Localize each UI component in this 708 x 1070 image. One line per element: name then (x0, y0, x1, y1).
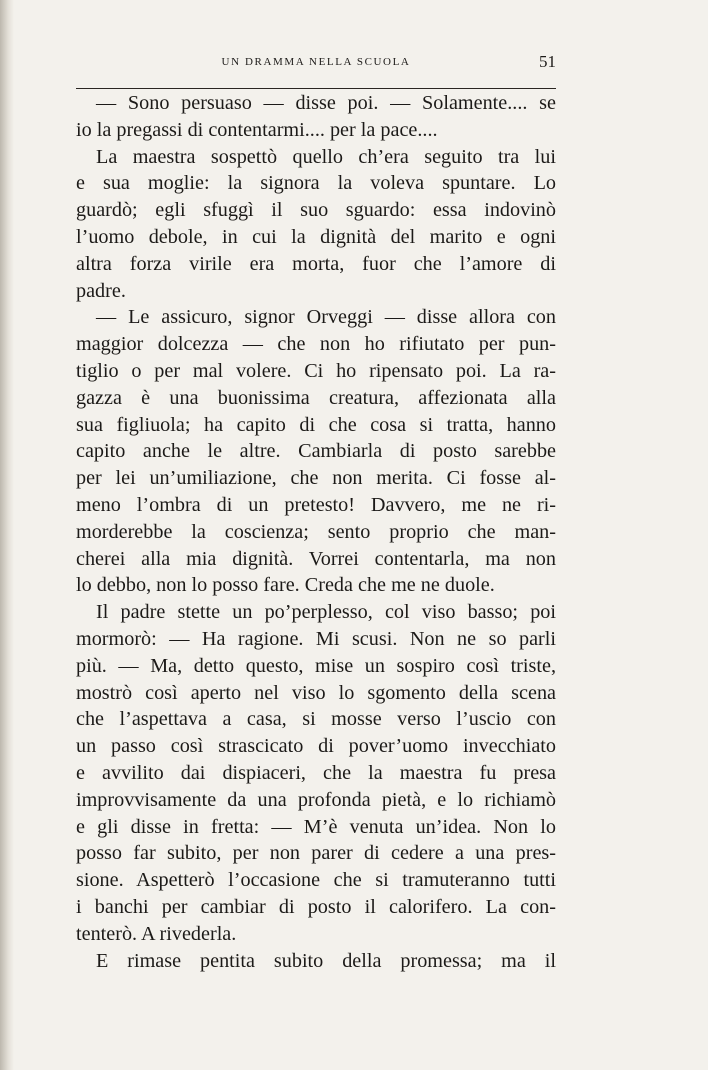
text-line: improvvisamente da una profonda pietà, e lo richiamò (76, 788, 556, 811)
text-line: tenterò. A rivederla. (76, 922, 237, 945)
text-line: l’uomo debole, in cui la dignità del marito e ogni (76, 225, 556, 248)
text-line: per lei un’umiliazione, che non merita. Ci fosse al- (76, 467, 556, 490)
text-line: altra forza virile era morta, fuor che l’amore di (76, 252, 556, 275)
text-line: morderebbe la coscienza; sento proprio che man- (76, 520, 556, 543)
text-line: cherei alla mia dignità. Vorrei contentarla, ma non (76, 547, 556, 570)
page-binding-edge (0, 0, 14, 1070)
text-line: lo debbo, non lo posso fare. Creda che me ne duole. (76, 574, 495, 597)
text-line: sione. Aspetterò l’occasione che si tramuteranno tutti (76, 869, 556, 892)
text-line: sua figliuola; ha capito di che cosa si tratta, hanno (76, 413, 556, 436)
body-text (76, 90, 556, 974)
text-line: E rimase pentita subito della promessa; ma il (96, 949, 556, 972)
running-title: UN DRAMMA NELLA SCUOLA (221, 56, 411, 68)
text-line: La maestra sospettò quello ch’era seguito tra lui (96, 145, 556, 168)
text-line: — Sono persuaso — disse poi. — Solamente.... se (96, 92, 556, 114)
header-rule (76, 88, 556, 89)
text-line: — Le assicuro, signor Orveggi — disse allora con (96, 306, 556, 329)
text-line: mostrò così aperto nel viso lo sgomento della scena (76, 681, 556, 704)
text-line: meno l’ombra di un pretesto! Davvero, me ne ri- (76, 493, 556, 516)
text-line: gazza è una buonissima creatura, affezionata alla (76, 386, 556, 409)
text-line: io la pregassi di contentarmi.... per la pace.... (76, 118, 438, 141)
text-line: guardò; egli sfuggì il suo sguardo: essa indovinò (76, 199, 556, 222)
text-line: un passo così strascicato di pover’uomo invecchiato (76, 735, 556, 758)
text-line: mormorò: — Ha ragione. Mi scusi. Non ne so parli (76, 627, 556, 650)
text-line: più. — Ma, detto questo, mise un sospiro così triste, (76, 654, 556, 677)
text-line: e sua moglie: la signora la voleva spuntare. Lo (76, 172, 556, 195)
text-line: i banchi per cambiar di posto il calorifero. La con- (76, 895, 556, 918)
page-header (76, 52, 556, 72)
text-line: capito anche le altre. Cambiarla di posto sarebbe (76, 440, 556, 463)
text-line: padre. (76, 279, 126, 302)
page-number: 51 (539, 52, 556, 71)
text-line: e avvilito dai dispiaceri, che la maestra fu presa (76, 761, 556, 784)
text-line: tiglio o per mal volere. Ci ho ripensato poi. La ra- (76, 359, 556, 382)
text-line: che l’aspettava a casa, si mosse verso l’uscio con (76, 708, 556, 731)
text-line: maggior dolcezza — che non ho rifiutato per pun- (76, 333, 556, 356)
text-line: Il padre stette un po’perplesso, col viso basso; poi (96, 601, 556, 624)
text-line: posso far subito, per non parer di cedere a una pres- (76, 842, 556, 865)
text-line: e gli disse in fretta: — M’è venuta un’idea. Non lo (76, 815, 556, 838)
